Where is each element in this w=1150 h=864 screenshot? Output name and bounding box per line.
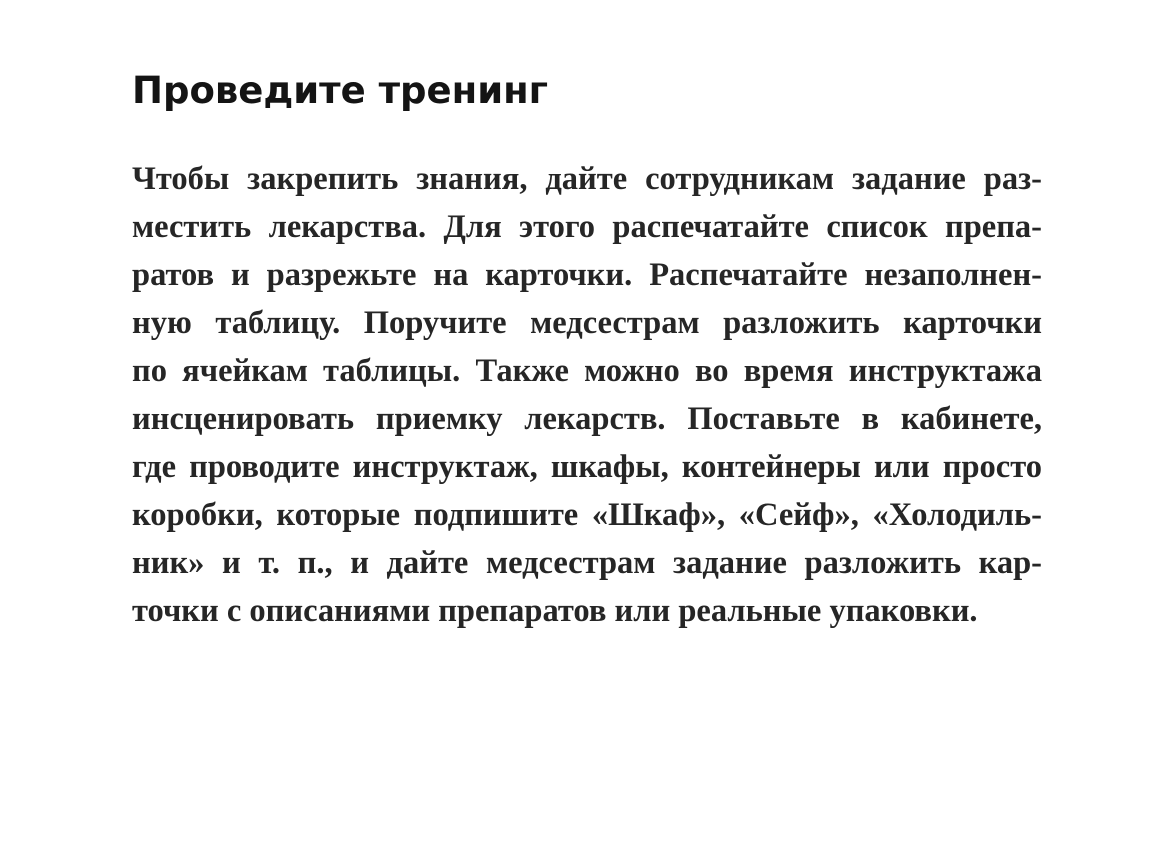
paragraph-line-2: местить лекарства. Для этого распечатайте список препа-	[132, 209, 1042, 245]
paragraph-line-4: ную таблицу. Поручите медсестрам разложить карточки	[132, 305, 1042, 341]
paragraph-line-1: Чтобы закрепить знания, дайте сотрудникам задание раз-	[132, 161, 1042, 197]
paragraph-line-7: где проводите инструктаж, шкафы, контейнеры или просто	[132, 449, 1042, 485]
body-paragraph	[132, 155, 1042, 635]
paragraph-line-8: коробки, которые подпишите «Шкаф», «Сейф», «Холодиль-	[132, 497, 1042, 533]
paragraph-line-3: ратов и разрежьте на карточки. Распечатайте незаполнен-	[132, 257, 1042, 293]
paragraph-line-6: инсценировать приемку лекарств. Поставьте в кабинете,	[132, 401, 1042, 437]
paragraph-line-5: по ячейкам таблицы. Также можно во время инструктажа	[132, 353, 1042, 389]
paragraph-line-10: точки с описаниями препаратов или реальные упаковки.	[132, 593, 978, 629]
paragraph-line-9: ник» и т. п., и дайте медсестрам задание разложить кар-	[132, 545, 1042, 581]
section-heading: Проведите тренинг	[132, 69, 549, 112]
